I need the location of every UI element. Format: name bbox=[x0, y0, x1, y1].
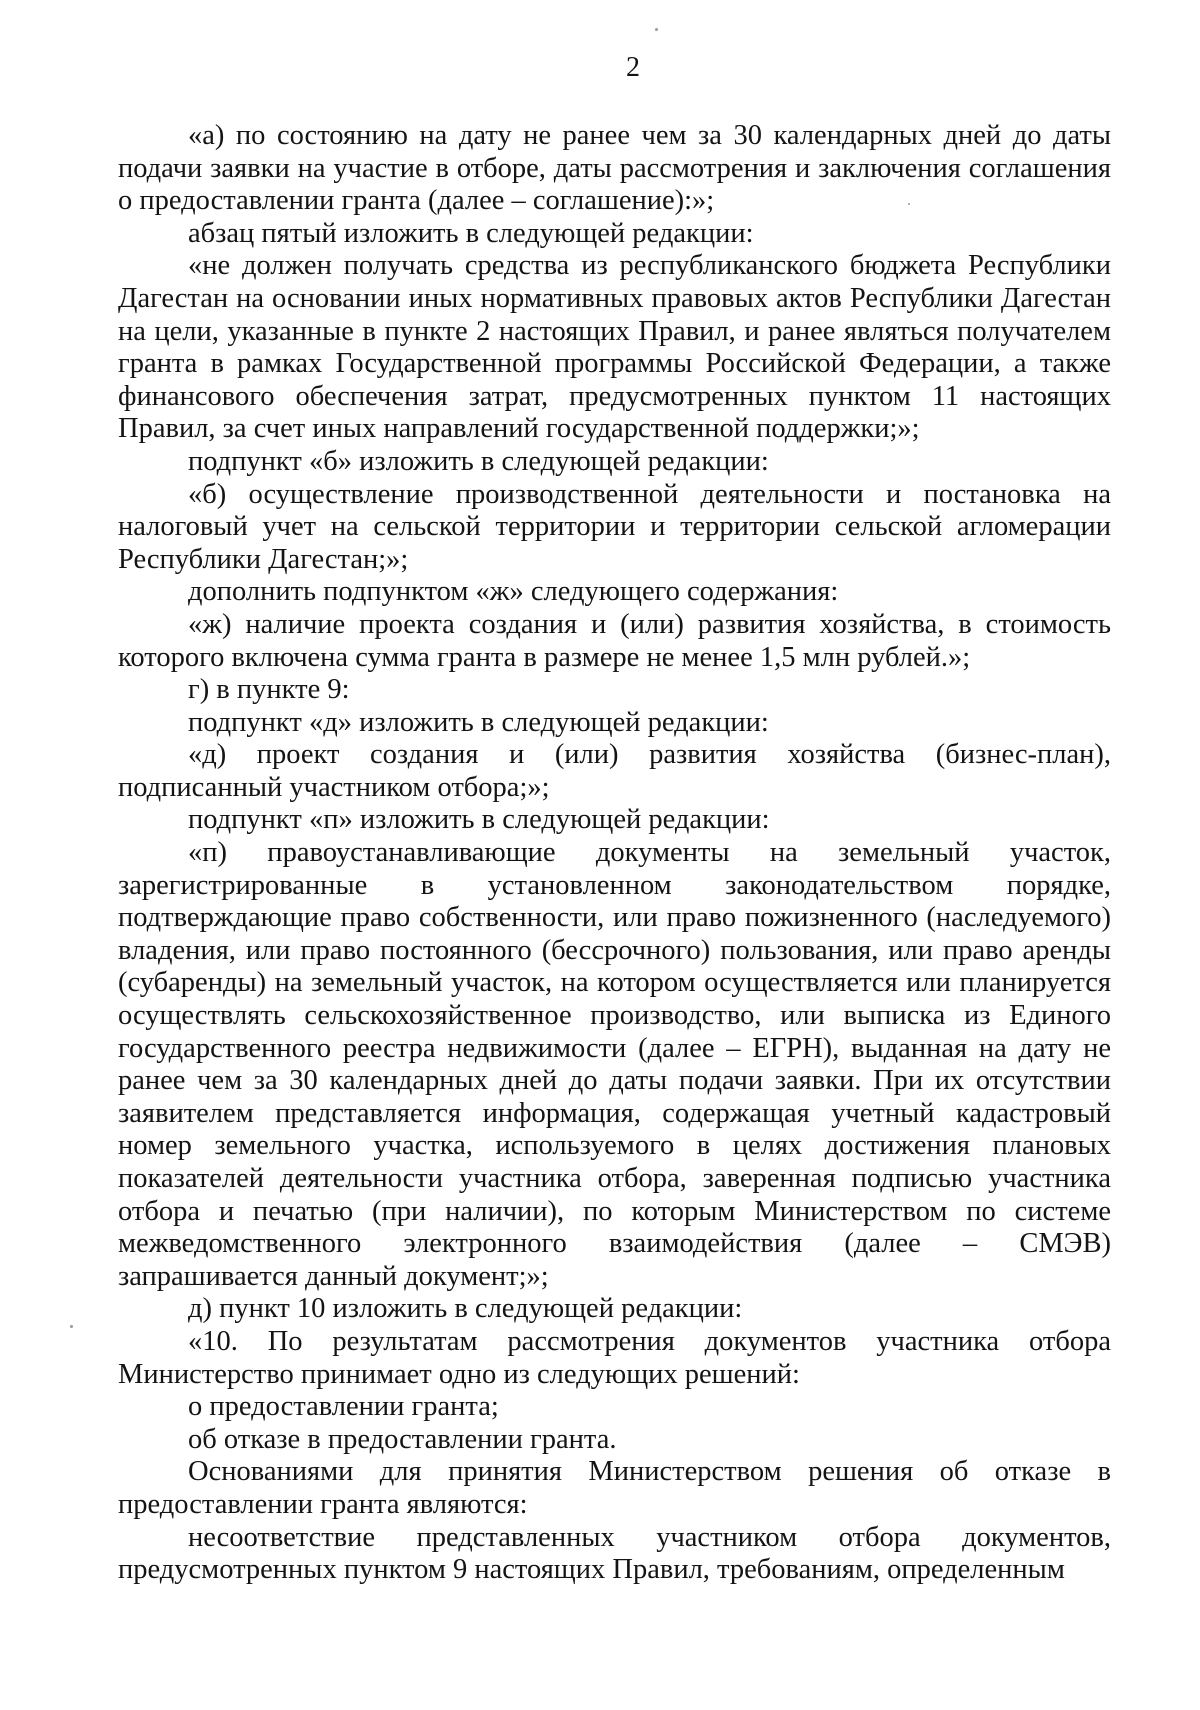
paragraph-instruction-subpoint-d: подпункт «д» изложить в следующей редакции: bbox=[188, 706, 769, 738]
paragraph-refusal-grounds: Основаниями для принятия Министерством решения об отказе в предоставлении гранта являются: bbox=[118, 1456, 1111, 1520]
paragraph-d-clause: «д) проект создания и (или) развития хозяйства (бизнес-план), подписанный участником отбора;»; bbox=[118, 739, 1111, 803]
paragraph-decision-refuse: об отказе в предоставлении гранта. bbox=[188, 1423, 617, 1455]
paragraph-b-clause: «б) осуществление производственной деятельности и постановка на налоговый учет на сельской территории и территории сельской агломерации Республики Дагестан;»; bbox=[118, 478, 1111, 575]
scan-speck bbox=[655, 28, 658, 31]
paragraph-instruction-subpoint-p: подпункт «п» изложить в следующей редакции: bbox=[188, 804, 770, 836]
paragraph-mismatch-documents: несоответствие представленных участником отбора документов, предусмотренных пунктом 9 настоящих Правил, требованиям, определенным bbox=[118, 1521, 1111, 1586]
paragraph-instruction-abzac-5: абзац пятый изложить в следующей редакции: bbox=[188, 217, 754, 249]
paragraph-a-clause: «а) по состоянию на дату не ранее чем за 30 календарных дней до даты подачи заявки на участие в отборе, даты рассмотрения и заключения соглашения о предоставлении гранта (далее – соглашение):»; bbox=[118, 120, 1111, 217]
paragraph-not-receive-funds: «не должен получать средства из республиканского бюджета Республики Дагестан на основании иных нормативных правовых актов Республики Дагестан на цели, указанные в пункте 2 настоящих Правил, и ранее являться получателем гранта в рамках Государственной программы Российской Федерации, а также финансового обеспечения затрат, предусмотренных пунктом 11 настоящих Правил, за счет иных направлений государственной поддержки;»; bbox=[118, 250, 1111, 445]
paragraph-point-9-heading: г) в пункте 9: bbox=[188, 674, 350, 706]
page-number: 2 bbox=[626, 52, 640, 83]
paragraph-instruction-add-zh: дополнить подпунктом «ж» следующего содержания: bbox=[188, 576, 839, 608]
paragraph-instruction-subpoint-b: подпункт «б» изложить в следующей редакции: bbox=[188, 445, 769, 477]
paragraph-point-10-intro: «10. По результатам рассмотрения документов участника отбора Министерство принимает одно из следующих решений: bbox=[118, 1325, 1111, 1390]
paragraph-instruction-point-10: д) пункт 10 изложить в следующей редакции: bbox=[188, 1293, 743, 1325]
paragraph-zh-clause: «ж) наличие проекта создания и (или) развития хозяйства, в стоимость которого включена сумма гранта в размере не менее 1,5 млн рублей.»; bbox=[118, 608, 1111, 673]
paragraph-p-clause: «п) правоустанавливающие документы на земельный участок, зарегистрированные в установленном законодательством порядке, подтверждающие право собственности, или право пожизненного (наследуемого) владения, или право постоянного (бессрочного) пользования, или право аренды (субаренды) на земельный участок, на котором осуществляется или планируется осуществлять сельскохозяйственное производство, или выписка из Единого государственного реестра недвижимости (далее – ЕГРН), выданная на дату не ранее чем за 30 календарных дней до даты подачи заявки. При их отсутствии заявителем представляется информация, содержащая учетный кадастровый номер земельного участка, используемого в целях достижения плановых показателей деятельности участника отбора, заверенная подписью участника отбора и печатью (при наличии), по которым Министерством по системе межведомственного электронного взаимодействия (далее – СМЭВ) запрашивается данный документ;»; bbox=[118, 837, 1111, 1292]
scan-speck bbox=[70, 1325, 73, 1328]
document-body bbox=[118, 120, 1111, 1587]
paragraph-decision-grant: о предоставлении гранта; bbox=[188, 1391, 499, 1423]
